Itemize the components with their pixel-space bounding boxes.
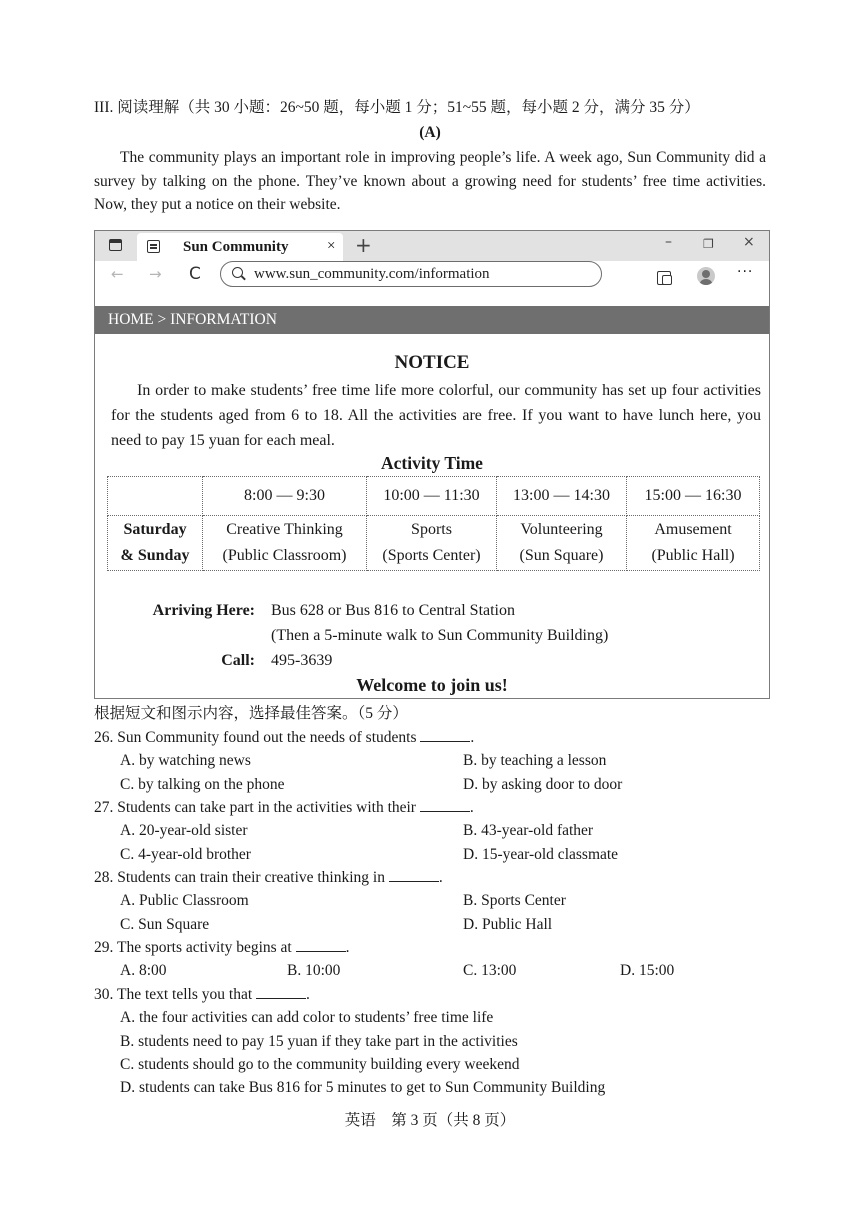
option[interactable]: C. 4-year-old brother [120, 846, 251, 863]
tab-title: Sun Community [183, 239, 289, 255]
stem-text: 27. Students can take part in the activities with their [94, 799, 416, 816]
part-title: (A) [419, 124, 441, 141]
day-line: & Sunday [120, 547, 190, 564]
activity-time-title: Activity Time [381, 453, 483, 473]
table-corner-cell [108, 477, 203, 516]
activity-place: (Public Hall) [651, 547, 735, 564]
activity-place: (Public Classroom) [222, 547, 347, 564]
activity-cell [367, 516, 497, 571]
table-row [108, 516, 760, 571]
call-label: Call: [221, 652, 255, 669]
day-cell [108, 516, 203, 571]
notice-body [111, 378, 761, 453]
minimize-button[interactable]: – [665, 234, 672, 250]
section-heading: III. 阅读理解（共 30 小题：26~50 题，每小题 1 分；51~55 题，每小题 2 分，满分 35 分） [94, 99, 700, 116]
option[interactable]: A. 8:00 [120, 962, 167, 979]
stem-text: 29. The sports activity begins at [94, 939, 292, 956]
option[interactable]: A. Public Classroom [120, 892, 249, 909]
question-stem: 28. Students can train their creative thinking in . [94, 869, 443, 886]
activity-name: Amusement [654, 521, 732, 538]
back-button[interactable]: ← [111, 265, 124, 283]
option[interactable]: D. 15-year-old classmate [463, 846, 619, 863]
option[interactable]: D. Public Hall [463, 916, 553, 933]
address-bar[interactable] [220, 261, 602, 287]
answer-blank [420, 729, 470, 742]
option[interactable]: C. by talking on the phone [120, 776, 285, 793]
question-stem: 27. Students can take part in the activities with their . [94, 799, 474, 816]
tab-sun-community[interactable] [137, 233, 343, 261]
notice-title: NOTICE [394, 352, 470, 373]
tab-bar [95, 231, 769, 261]
call-number: 495-3639 [271, 652, 333, 669]
option[interactable]: B. 43-year-old father [463, 822, 594, 839]
activity-name: Volunteering [520, 521, 603, 538]
intro-text: The community plays an important role in improving people’s life. A week ago, Sun Community did a survey by talking on the phone. They’ve known about a growing need for students’ free time activities. Now, they put a notice on their website. [94, 149, 766, 213]
arriving-line: (Then a 5-minute walk to Sun Community Building) [271, 627, 609, 644]
breadcrumb-text[interactable]: HOME > INFORMATION [108, 311, 277, 328]
activity-place: (Sports Center) [382, 547, 481, 564]
welcome-text: Welcome to join us! [356, 675, 508, 695]
instruction: 根据短文和图示内容，选择最佳答案。（5 分） [94, 705, 408, 722]
time-cell: 8:00 — 9:30 [203, 477, 367, 516]
window-icon[interactable] [109, 239, 122, 251]
answer-blank [389, 869, 439, 882]
answer-blank [420, 799, 470, 812]
activity-cell [497, 516, 627, 571]
time-cell: 10:00 — 11:30 [367, 477, 497, 516]
option[interactable]: B. Sports Center [463, 892, 566, 909]
option[interactable]: A. the four activities can add color to students’ free time life [120, 1009, 494, 1026]
activity-name: Sports [411, 521, 452, 538]
url-input[interactable] [220, 261, 602, 287]
notice-text: In order to make students’ free time life more colorful, our community has set up four activities for the students aged from 6 to 18. All the activities are free. If you want to have lunch here, you need to pay 15 yuan for each meal. [111, 382, 761, 449]
option[interactable]: B. by teaching a lesson [463, 752, 607, 769]
page-footer: 英语 第 3 页（共 8 页） [344, 1112, 516, 1129]
browser-window [94, 230, 770, 699]
extensions-icon[interactable] [657, 271, 671, 285]
answer-blank [256, 986, 306, 999]
stem-text: 28. Students can train their creative thinking in [94, 869, 385, 886]
close-window-button[interactable]: × [743, 234, 755, 250]
table-header-row [108, 477, 760, 516]
option[interactable]: C. Sun Square [120, 916, 210, 933]
activity-cell [203, 516, 367, 571]
option[interactable]: A. 20-year-old sister [120, 822, 248, 839]
option[interactable]: B. students need to pay 15 yuan if they take part in the activities [120, 1033, 518, 1050]
stem-text: 26. Sun Community found out the needs of students [94, 729, 417, 746]
profile-avatar-icon[interactable] [697, 267, 715, 285]
tab-close-icon[interactable]: × [327, 238, 336, 254]
breadcrumb [95, 306, 769, 334]
option[interactable]: B. 10:00 [287, 962, 341, 979]
forward-button[interactable]: → [149, 265, 162, 283]
option[interactable]: D. 15:00 [620, 962, 675, 979]
answer-blank [296, 939, 346, 952]
time-cell: 15:00 — 16:30 [627, 477, 760, 516]
restore-button[interactable]: ❐ [703, 237, 714, 251]
arriving-label: Arriving Here: [152, 602, 255, 619]
new-tab-button[interactable]: + [355, 233, 372, 257]
activity-cell [627, 516, 760, 571]
question-stem: 29. The sports activity begins at . [94, 939, 350, 956]
activity-place: (Sun Square) [519, 547, 604, 564]
activity-name: Creative Thinking [226, 521, 343, 538]
option[interactable]: D. students can take Bus 816 for 5 minutes to get to Sun Community Building [120, 1079, 606, 1096]
refresh-button[interactable]: C [189, 264, 201, 284]
search-icon [232, 267, 243, 278]
time-cell: 13:00 — 14:30 [497, 477, 627, 516]
option[interactable]: C. students should go to the community building every weekend [120, 1056, 520, 1073]
intro-paragraph [94, 146, 766, 217]
stem-text: 30. The text tells you that [94, 986, 253, 1003]
question-stem: 26. Sun Community found out the needs of students . [94, 729, 475, 746]
option[interactable]: C. 13:00 [463, 962, 517, 979]
day-line: Saturday [123, 521, 187, 538]
page-icon [147, 240, 160, 253]
more-icon[interactable]: ··· [737, 264, 754, 280]
option[interactable]: D. by asking door to door [463, 776, 623, 793]
question-stem: 30. The text tells you that . [94, 986, 310, 1003]
activity-table [107, 476, 760, 571]
arriving-line: Bus 628 or Bus 816 to Central Station [271, 602, 515, 619]
option[interactable]: A. by watching news [120, 752, 251, 769]
